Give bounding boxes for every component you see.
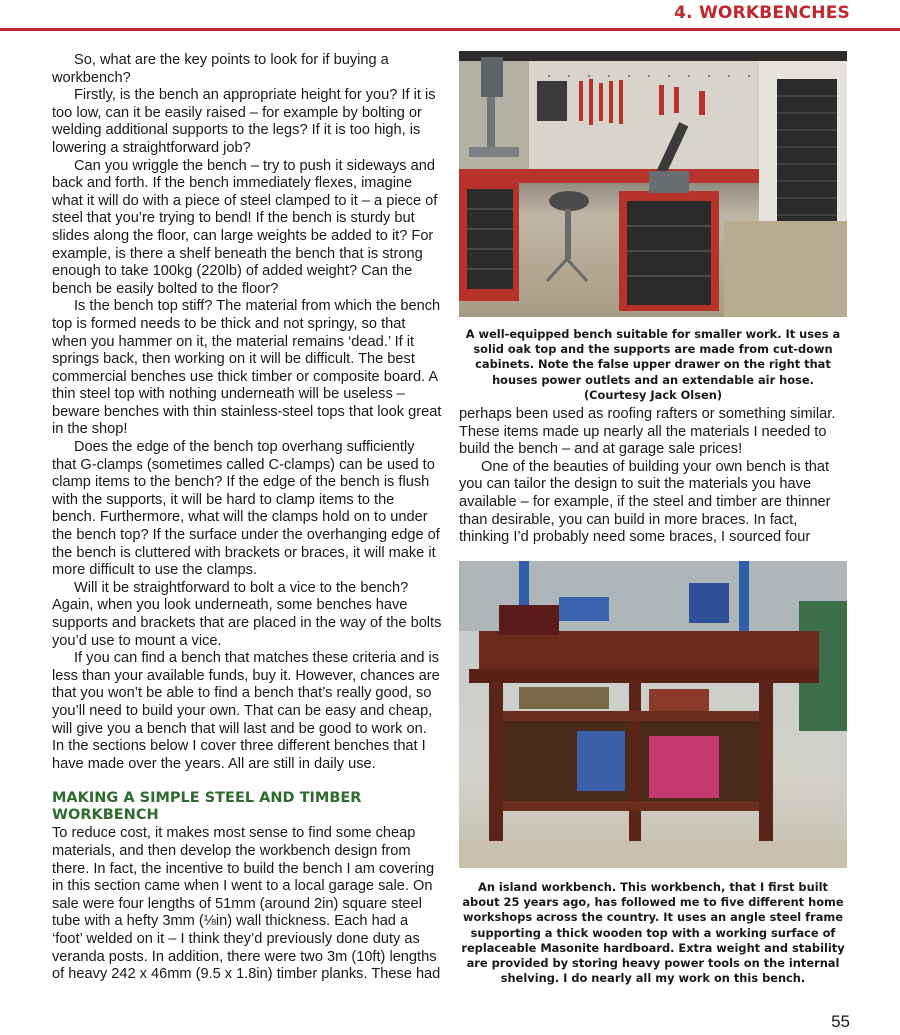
page-number: 55	[831, 1012, 850, 1031]
section-subheading: MAKING A SIMPLE STEEL AND TIMBER WORKBENCH	[52, 790, 362, 824]
paragraph: Is the bench top stiff? The material from which the bench top is formed needs to be thick and not springy, so that when you hammer on it, the material remains ‘dead.’ If it springs back, then working on it will be difficult. The best commercial benches use thick timber or composite board. A thin steel top with nothing underneath will be useless – beware benches with thin stainless-steel tops that look great in the shop!	[52, 298, 442, 438]
workbench-photo-1	[459, 51, 847, 317]
paragraph: If you can find a bench that matches these criteria and is less than your available funds, buy it. However, chances are that you won’t be able to find a bench that’s really good, so you’ll need to build your own. That can be easy and cheap, will give you a bench that will last and be good to work on. In the sections below I cover three different benches that I have made over the years. All are still in daily use.	[52, 650, 440, 772]
paragraph: perhaps been used as roofing rafters or something similar. These items made up nearly all the materials I needed to build the bench – and at garage sale prices!	[459, 406, 836, 458]
paragraph: So, what are the key points to look for if buying a workbench?	[52, 52, 389, 86]
paragraph: To reduce cost, it makes most sense to find some cheap materials, and then develop the workbench design from there. In fact, the incentive to build the bench I am covering in this section came when I went to a local garage sale. On sale were four lengths of 51mm (around 2in) square steel tube with a hefty 3mm (⅛in) wall thickness. Each had a ‘foot’ welded on it – I think they’d previously done duty as veranda posts. In addition, there were two 3m (10ft) lengths of heavy 242 x 46mm (9.5 x 1.8in) timber planks. These had	[52, 825, 441, 983]
paragraph: Does the edge of the bench top overhang sufficiently that G-clamps (sometimes called C-clamps) can be used to clamp items to the bench? If the edge of the bench is flush with the supports, it will be hard to clamp items to the bench. Furthermore, what will the clamps hold on to under the bench top? If the surface under the overhanging edge of the bench is cluttered with brackets or braces, it will make it more difficult to use the clamps.	[52, 439, 440, 579]
right-column-text	[459, 406, 851, 547]
paragraph: One of the beauties of building your own bench is that you can tailor the design to suit the materials you have available – for example, if the steel and timber are thinner than desirable, you can build in more braces. In fact, thinking I’d probably need some braces, I sourced four	[459, 458, 831, 546]
paragraph: Will it be straightforward to bolt a vice to the bench? Again, when you look underneath, some benches have supports and brackets that are placed in the way of the bolts you’d use to mount a vice.	[52, 579, 442, 649]
header-rule	[0, 28, 900, 31]
workbench-photo-2	[459, 561, 847, 868]
left-column	[52, 52, 442, 984]
paragraph: Can you wriggle the bench – try to push it sideways and back and forth. If the bench immediately flexes, imagine what it will do with a piece of steel clamped to it – a piece of steel that you’re trying to bend! If the bench is sturdy but slides along the floor, can large weights be added to it? For example, is there a shelf beneath the bench that is strong enough to take 100kg (220lb) of added weight? Can the bench be easily bolted to the floor?	[52, 157, 438, 297]
section-header: 4. WORKBENCHES	[674, 3, 850, 23]
photo-caption: A well-equipped bench suitable for smaller work. It uses a solid oak top and the supports are made from cut-down cabinets. Note the false upper drawer on the right that houses power outlets and an extendable air hose. (Courtesy Jack Olsen)	[465, 327, 841, 402]
paragraph: Firstly, is the bench an appropriate height for you? If it is too low, can it be easily raised – for example by bolting or welding additional supports to the legs? If it is too high, is lowering a straightforward job?	[52, 87, 436, 156]
photo-caption: An island workbench. This workbench, that I first built about 25 years ago, has followed me to five different home workshops across the country. It uses an angle steel frame supporting a thick wooden top with a working surface of replaceable Masonite hardboard. Extra weight and stability are provided by storing heavy power tools on the internal shelving. I do nearly all my work on this bench.	[461, 880, 845, 986]
